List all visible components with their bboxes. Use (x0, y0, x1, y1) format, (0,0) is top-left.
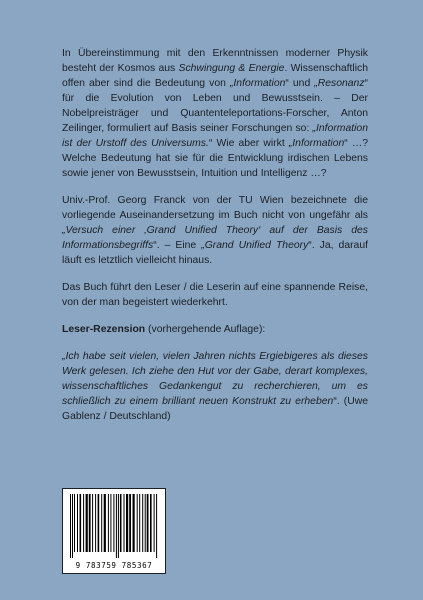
isbn-number: 9 783759 785367 (75, 561, 153, 570)
barcode-bar (113, 494, 114, 552)
barcode-bar (156, 494, 157, 558)
blurb-paragraph-2 (62, 193, 368, 268)
text-run: “. (333, 396, 344, 407)
barcode-bar (72, 494, 73, 558)
barcode-bar (104, 494, 106, 552)
barcode-bar (83, 494, 84, 552)
barcode-bar (137, 494, 138, 552)
barcode-bar (133, 494, 135, 552)
barcode-bar (101, 494, 102, 552)
emphasis-text: „Information ist der Urstoff des Universums. (62, 123, 368, 149)
text-run: “ …? Welche Bedeutung hat sie für die Entwicklung irdischen Lebens sowie jener von Bewusstsein, Intuition und Intelligenz …? (62, 138, 368, 179)
barcode-bar (70, 494, 71, 558)
emphasis-text: Schwingung & Energie (178, 63, 285, 74)
text-run: “. – Eine (153, 240, 202, 251)
barcode-bar (126, 494, 128, 552)
review-quote (62, 349, 368, 424)
barcode-bar (77, 494, 78, 552)
review-attribution: (Uwe Gablenz / Deutschland) (62, 396, 369, 422)
barcode-bar (147, 494, 149, 552)
emphasis-text: „Information (288, 138, 345, 149)
barcode-bars (68, 494, 160, 558)
review-label: Leser-Rezension (62, 324, 146, 335)
barcode-bar (124, 494, 125, 552)
blurb-paragraph-3: Das Buch führt den Leser / die Leserin auf eine spannende Reise, von der man begeistert wiederkehrt. (62, 282, 368, 308)
barcode-bar (89, 494, 91, 552)
review-label-note: (vorhergehende Auflage): (145, 324, 266, 335)
text-run: Univ.-Prof. Georg Franck von der TU Wien bezeichnete die vorliegende Auseinandersetzung im Buch nicht von ungefähr als (62, 195, 368, 221)
barcode-bar (86, 494, 88, 552)
barcode-bar (139, 494, 140, 552)
text-run: “ für die Evolution von Leben und Bewusstsein. – Der Nobelpreisträger und Quantenteleportations-Forscher, Anton Zeilinger, formuliert auf Basis seiner Forschungen so: (62, 78, 368, 134)
text-run: “ Wie aber wirkt (208, 138, 289, 149)
text-run: In Übereinstimmung mit den Erkenntnissen moderner Physik besteht der Kosmos aus (62, 48, 368, 74)
blurb-paragraph-1 (62, 46, 368, 181)
barcode-bar (98, 494, 100, 552)
blurb-text (62, 46, 368, 436)
emphasis-text: „Grand Unified Theory (201, 240, 309, 251)
emphasis-text: „Information (229, 78, 286, 89)
emphasis-text: „Resonanz (314, 78, 365, 89)
barcode-bar (116, 494, 117, 558)
barcode-bar (74, 494, 75, 552)
barcode-bar (118, 494, 119, 558)
barcode-bar (129, 494, 131, 552)
barcode-bar (150, 494, 152, 552)
barcode-bar (95, 494, 96, 552)
barcode-bar (145, 494, 146, 552)
text-run: . Wissenschaftlich offen aber sind die Bedeutung von (62, 63, 368, 89)
text-run: “. Ja, darauf läuft es letztlich vielleicht hinaus. (62, 240, 368, 266)
barcode-bar (108, 494, 109, 552)
isbn-barcode (62, 488, 166, 574)
text-run: “ und (285, 78, 315, 89)
review-quote-text: „Ich habe seit vielen, vielen Jahren nichts Ergiebigeres als dieses Werk gelesen. Ich ziehe den Hut vor der Gabe, derart komplexes, wissenschaftliches Gedankengut zu recherchieren, um es schließlich zu einem brilliant neuen Konstrukt zu erheben (62, 351, 368, 407)
barcode-bar (142, 494, 143, 552)
barcode-bar (120, 494, 122, 552)
barcode-bar (80, 494, 82, 552)
barcode-bar (154, 494, 155, 552)
barcode-bar (110, 494, 111, 552)
review-heading (62, 322, 368, 337)
emphasis-text: „Versuch einer ‚Grand Unified Theory‘ auf der Basis des Informationsbegriffs (62, 225, 368, 251)
barcode-bar (92, 494, 93, 552)
